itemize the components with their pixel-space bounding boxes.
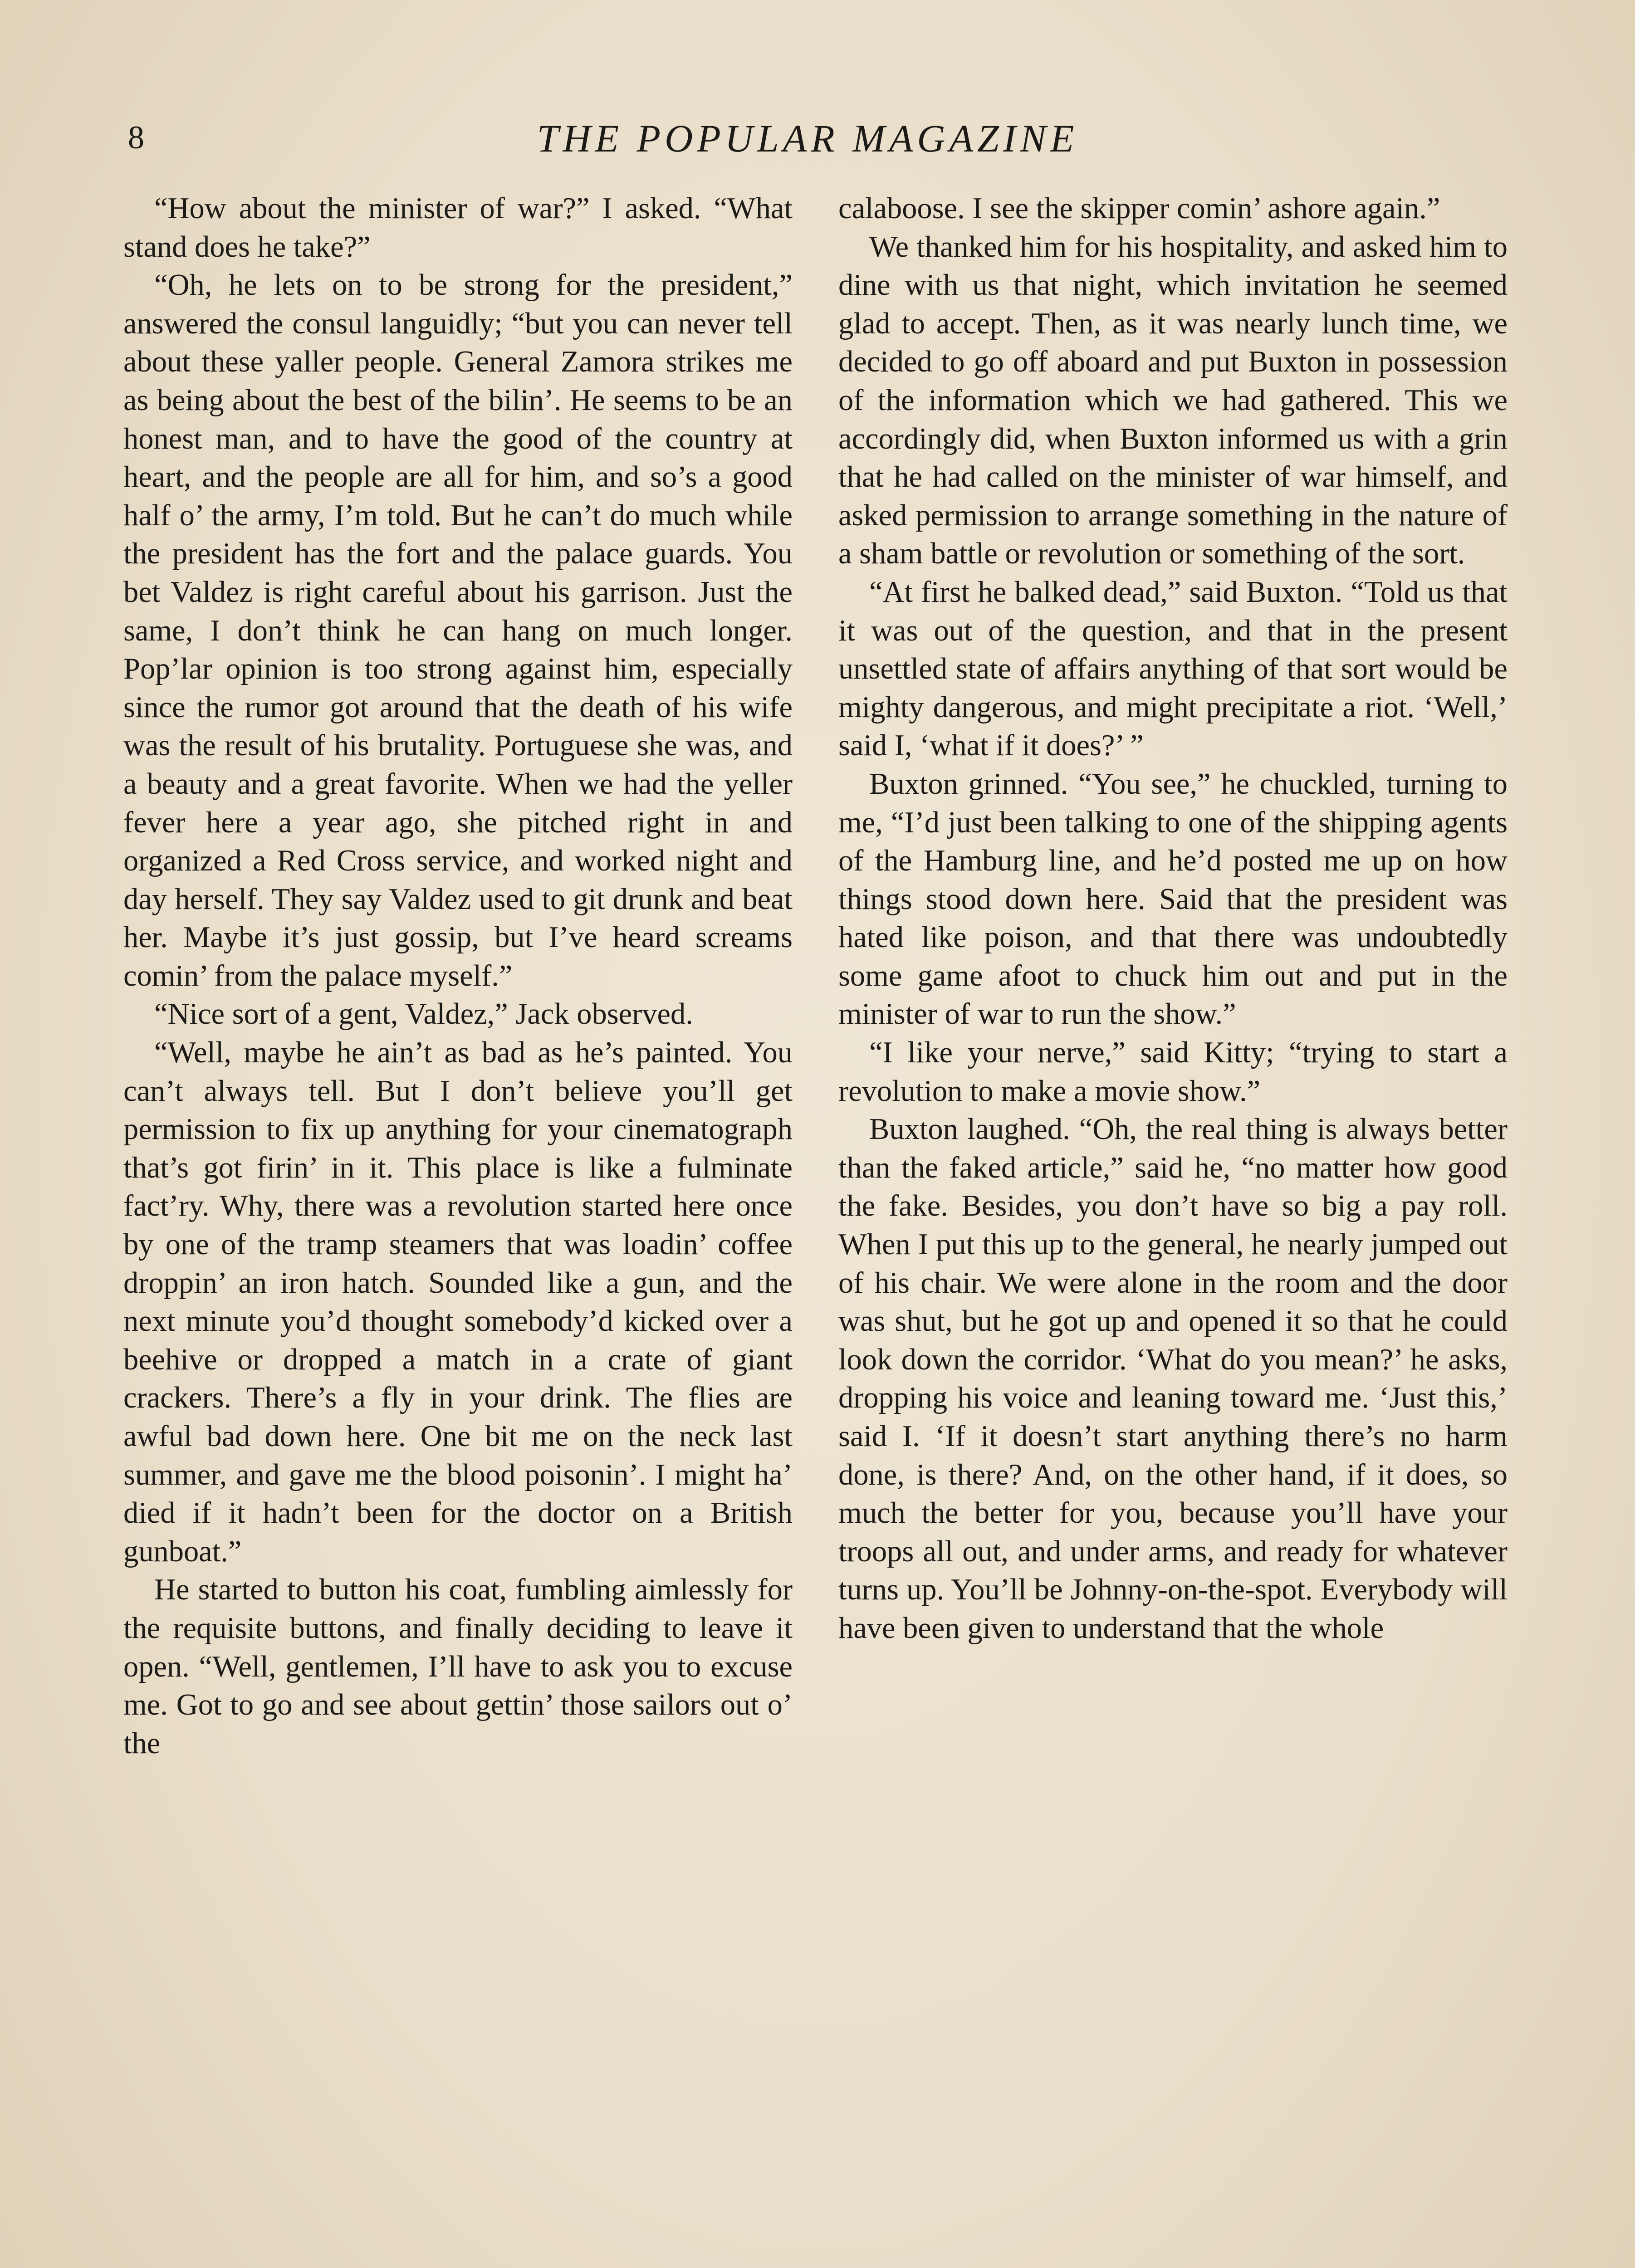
paragraph: “Oh, he lets on to be strong for the president,” answered the consul languidly; “but you can never tell about these yaller people. General Zamora strikes me as being about the best of the bilin’. He seems to be an honest man, and to have the good of the country at heart, and the people are all for him, and so’s a good half o’ the army, I’m told. But he can’t do much while the president has the fort and the palace guards. You bet Valdez is right careful about his garrison. Just the same, I don’t think he can hang on much longer. Pop’lar opinion is too strong against him, especially since the rumor got around that the death of his wife was the result of his brutality. Portuguese she was, and a beauty and a great favorite. When we had the yeller fever here a year ago, she pitched right in and organized a Red Cross service, and worked night and day herself. They say Valdez used to git drunk and beat her. Maybe it’s just gossip, but I’ve heard screams comin’ from the palace myself.” bbox=[123, 269, 793, 992]
paragraph: “At first he balked dead,” said Buxton. “Told us that it was out of the question, and that in the present unsettled state of affairs anything of that sort would be mighty dangerous, and might precipitate a riot. ‘Well,’ said I, ‘what if it does?’ ” bbox=[838, 575, 1508, 763]
paragraph: “Well, maybe he ain’t as bad as he’s painted. You can’t always tell. But I don’t believe you’ll get permission to fix up anything for your cinematograph that’s got firin’ in it. This place is like a fulminate fact’ry. Why, there was a revolution started here once by one of the tramp steamers that was loadin’ coffee droppin’ an iron hatch. Sounded like a gun, and the next minute you’d thought somebody’d kicked over a beehive or dropped a match in a crate of giant crackers. There’s a fly in your drink. The flies are awful bad down here. One bit me on the neck last summer, and gave me the blood poisonin’. I might ha’ died if it hadn’t been for the doctor on a British gunboat.” bbox=[123, 1036, 793, 1568]
paragraph: Buxton laughed. “Oh, the real thing is always better than the faked article,” said he, “no matter how good the fake. Besides, you don’t have so big a pay roll. When I put this up to the general, he nearly jumped out of his chair. We were alone in the room and the door was shut, but he got up and opened it so that he could look down the corridor. ‘What do you mean?’ he asks, dropping his voice and leaning toward me. ‘Just this,’ said I. ‘If it doesn’t start anything there’s no harm done, is there? And, on the other hand, if it does, so much the better for you, because you’ll have your troops all out, and under arms, and ready for whatever turns up. You’ll be Johnny-on-the-spot. Everybody will have been given to understand that the whole bbox=[838, 1113, 1508, 1645]
paragraph: “How about the minister of war?” I asked. “What stand does he take?” bbox=[123, 192, 793, 264]
left-column bbox=[123, 190, 793, 1763]
running-title: THE POPULAR MAGAZINE bbox=[537, 117, 1078, 160]
paragraph: He started to button his coat, fumbling aimlessly for the requisite buttons, and finally deciding to leave it open. “Well, gentlemen, I’ll have to ask you to excuse me. Got to go and see about gettin’ those sailors out o’ the bbox=[123, 1573, 793, 1760]
paragraph: Buxton grinned. “You see,” he chuckled, turning to me, “I’d just been talking to one of the shipping agents of the Hamburg line, and he’d posted me up on how things stood down here. Said that the president was hated like poison, and that there was undoubtedly some game afoot to chuck him out and put in the minister of war to run the show.” bbox=[838, 767, 1508, 1031]
paragraph: “I like your nerve,” said Kitty; “trying to start a revolution to make a movie show.” bbox=[838, 1036, 1508, 1108]
paragraph-continued: calaboose. I see the skipper comin’ ashore again.” bbox=[838, 192, 1440, 225]
paragraph: “Nice sort of a gent, Valdez,” Jack observed. bbox=[154, 997, 693, 1031]
page-number: 8 bbox=[128, 119, 144, 156]
right-column bbox=[838, 190, 1508, 1648]
paragraph: We thanked him for his hospitality, and asked him to dine with us that night, which invitation he seemed glad to accept. Then, as it was nearly lunch time, we decided to go off aboard and put Buxton in possession of the information which we had gathered. This we accordingly did, when Buxton informed us with a grin that he had called on the minister of war himself, and asked permission to arrange something in the nature of a sham battle or revolution or something of the sort. bbox=[838, 230, 1508, 571]
